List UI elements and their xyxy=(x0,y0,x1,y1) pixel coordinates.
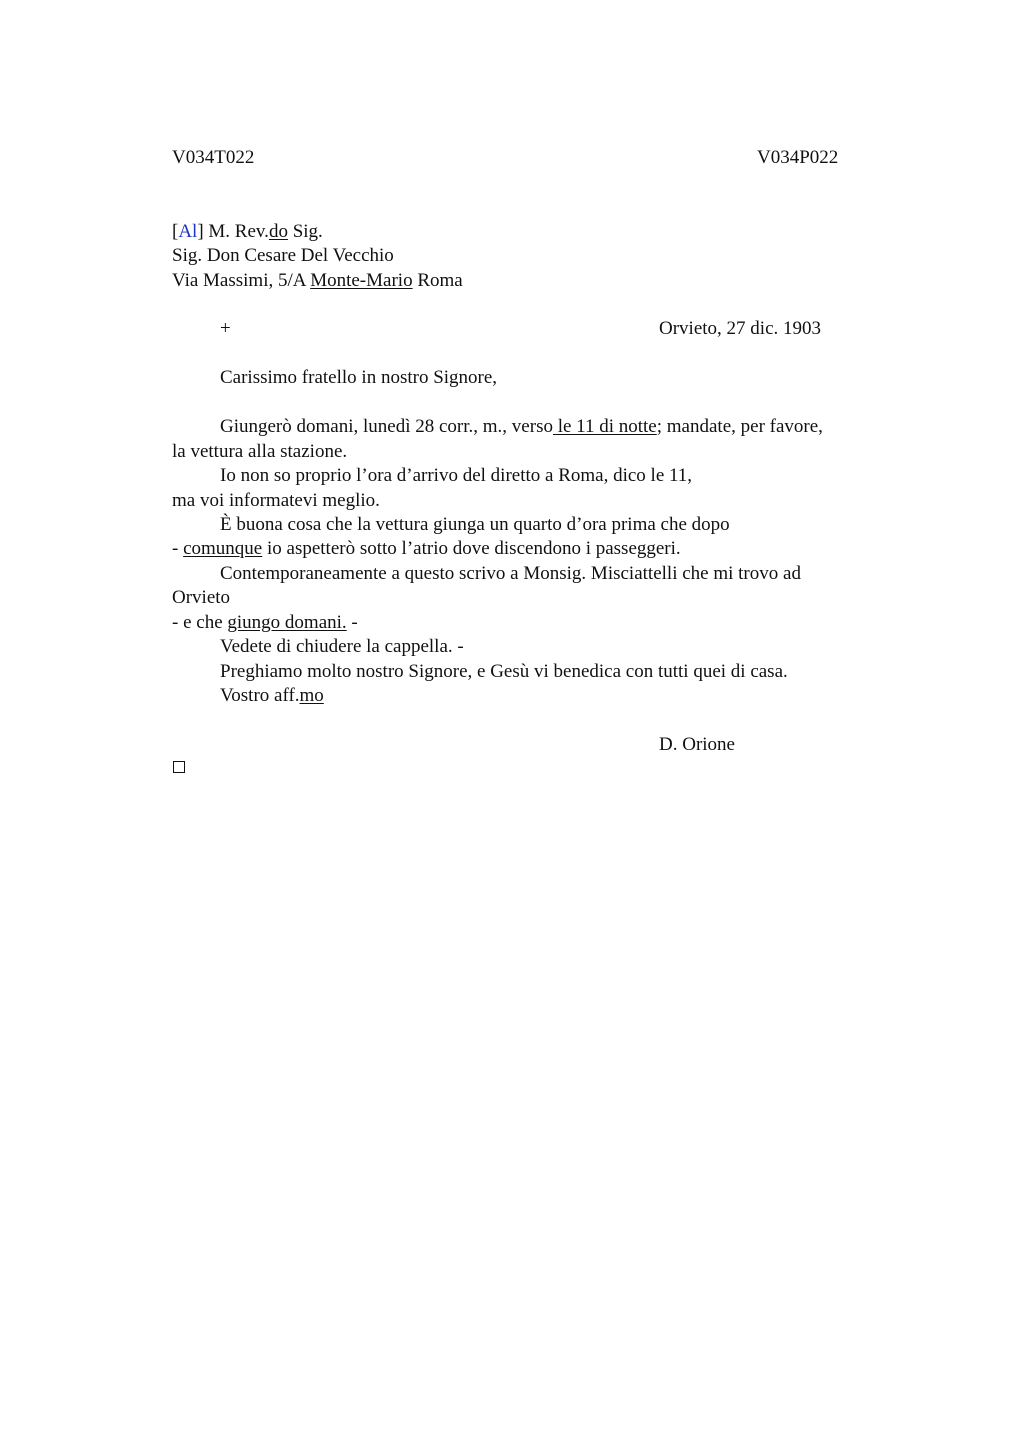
address-title-suffix: do xyxy=(268,221,288,242)
body-line xyxy=(172,537,681,561)
body-line: Contemporaneamente a questo scrivo a Monsig. Misciattelli che mi trovo ad xyxy=(220,563,801,584)
body-line: Orvieto xyxy=(172,587,231,608)
body-line xyxy=(220,415,823,439)
body-text: - xyxy=(346,612,358,633)
body-text: io aspetterò sotto l’atrio dove discendono i passeggeri. xyxy=(262,538,681,559)
body-line: ma voi informatevi meglio. xyxy=(172,490,380,511)
bracket-abbreviation: Al xyxy=(178,221,198,242)
closing-suffix: mo xyxy=(299,685,324,706)
bracket-close: ] xyxy=(197,221,204,242)
body-text: Giungerò domani, lunedì 28 corr., m., verso xyxy=(220,416,553,437)
body-underlined-text: giungo domani. xyxy=(227,612,347,633)
closing-text: Vostro aff. xyxy=(220,685,300,706)
body-text: ; mandate, per favore, xyxy=(656,416,823,437)
closing-line xyxy=(220,684,324,708)
body-line: Preghiamo molto nostro Signore, e Gesù vi benedica con tutti quei di casa. xyxy=(220,661,788,682)
checkbox-square-icon xyxy=(173,761,185,773)
document-code-left: V034T022 xyxy=(172,147,255,168)
cross-mark: + xyxy=(220,318,231,339)
address-city: Roma xyxy=(412,270,463,291)
body-line: la vettura alla stazione. xyxy=(172,441,348,462)
bracket-open: [ xyxy=(172,221,179,242)
address-district: Monte-Mario xyxy=(310,270,413,291)
body-line xyxy=(172,611,358,635)
body-line: È buona cosa che la vettura giunga un quarto d’ora prima che dopo xyxy=(220,514,730,535)
signature: D. Orione xyxy=(659,734,735,755)
salutation: Carissimo fratello in nostro Signore, xyxy=(220,367,498,388)
body-text: - e che xyxy=(172,612,228,633)
address-street: Via Massimi, 5/A xyxy=(172,270,311,291)
address-line-3 xyxy=(172,269,463,293)
address-title-tail: Sig. xyxy=(287,221,323,242)
document-code-right: V034P022 xyxy=(757,147,839,168)
body-underlined-text: le 11 di notte xyxy=(552,416,657,437)
body-line: Vedete di chiudere la cappella. - xyxy=(220,636,464,657)
address-line-2: Sig. Don Cesare Del Vecchio xyxy=(172,245,394,266)
address-title: M. Rev. xyxy=(203,221,269,242)
body-line: Io non so proprio l’ora d’arrivo del diretto a Roma, dico le 11, xyxy=(220,465,693,486)
place-date: Orvieto, 27 dic. 1903 xyxy=(659,318,822,339)
body-text: - xyxy=(172,538,184,559)
address-line-1 xyxy=(172,220,323,244)
body-underlined-text: comunque xyxy=(183,538,263,559)
